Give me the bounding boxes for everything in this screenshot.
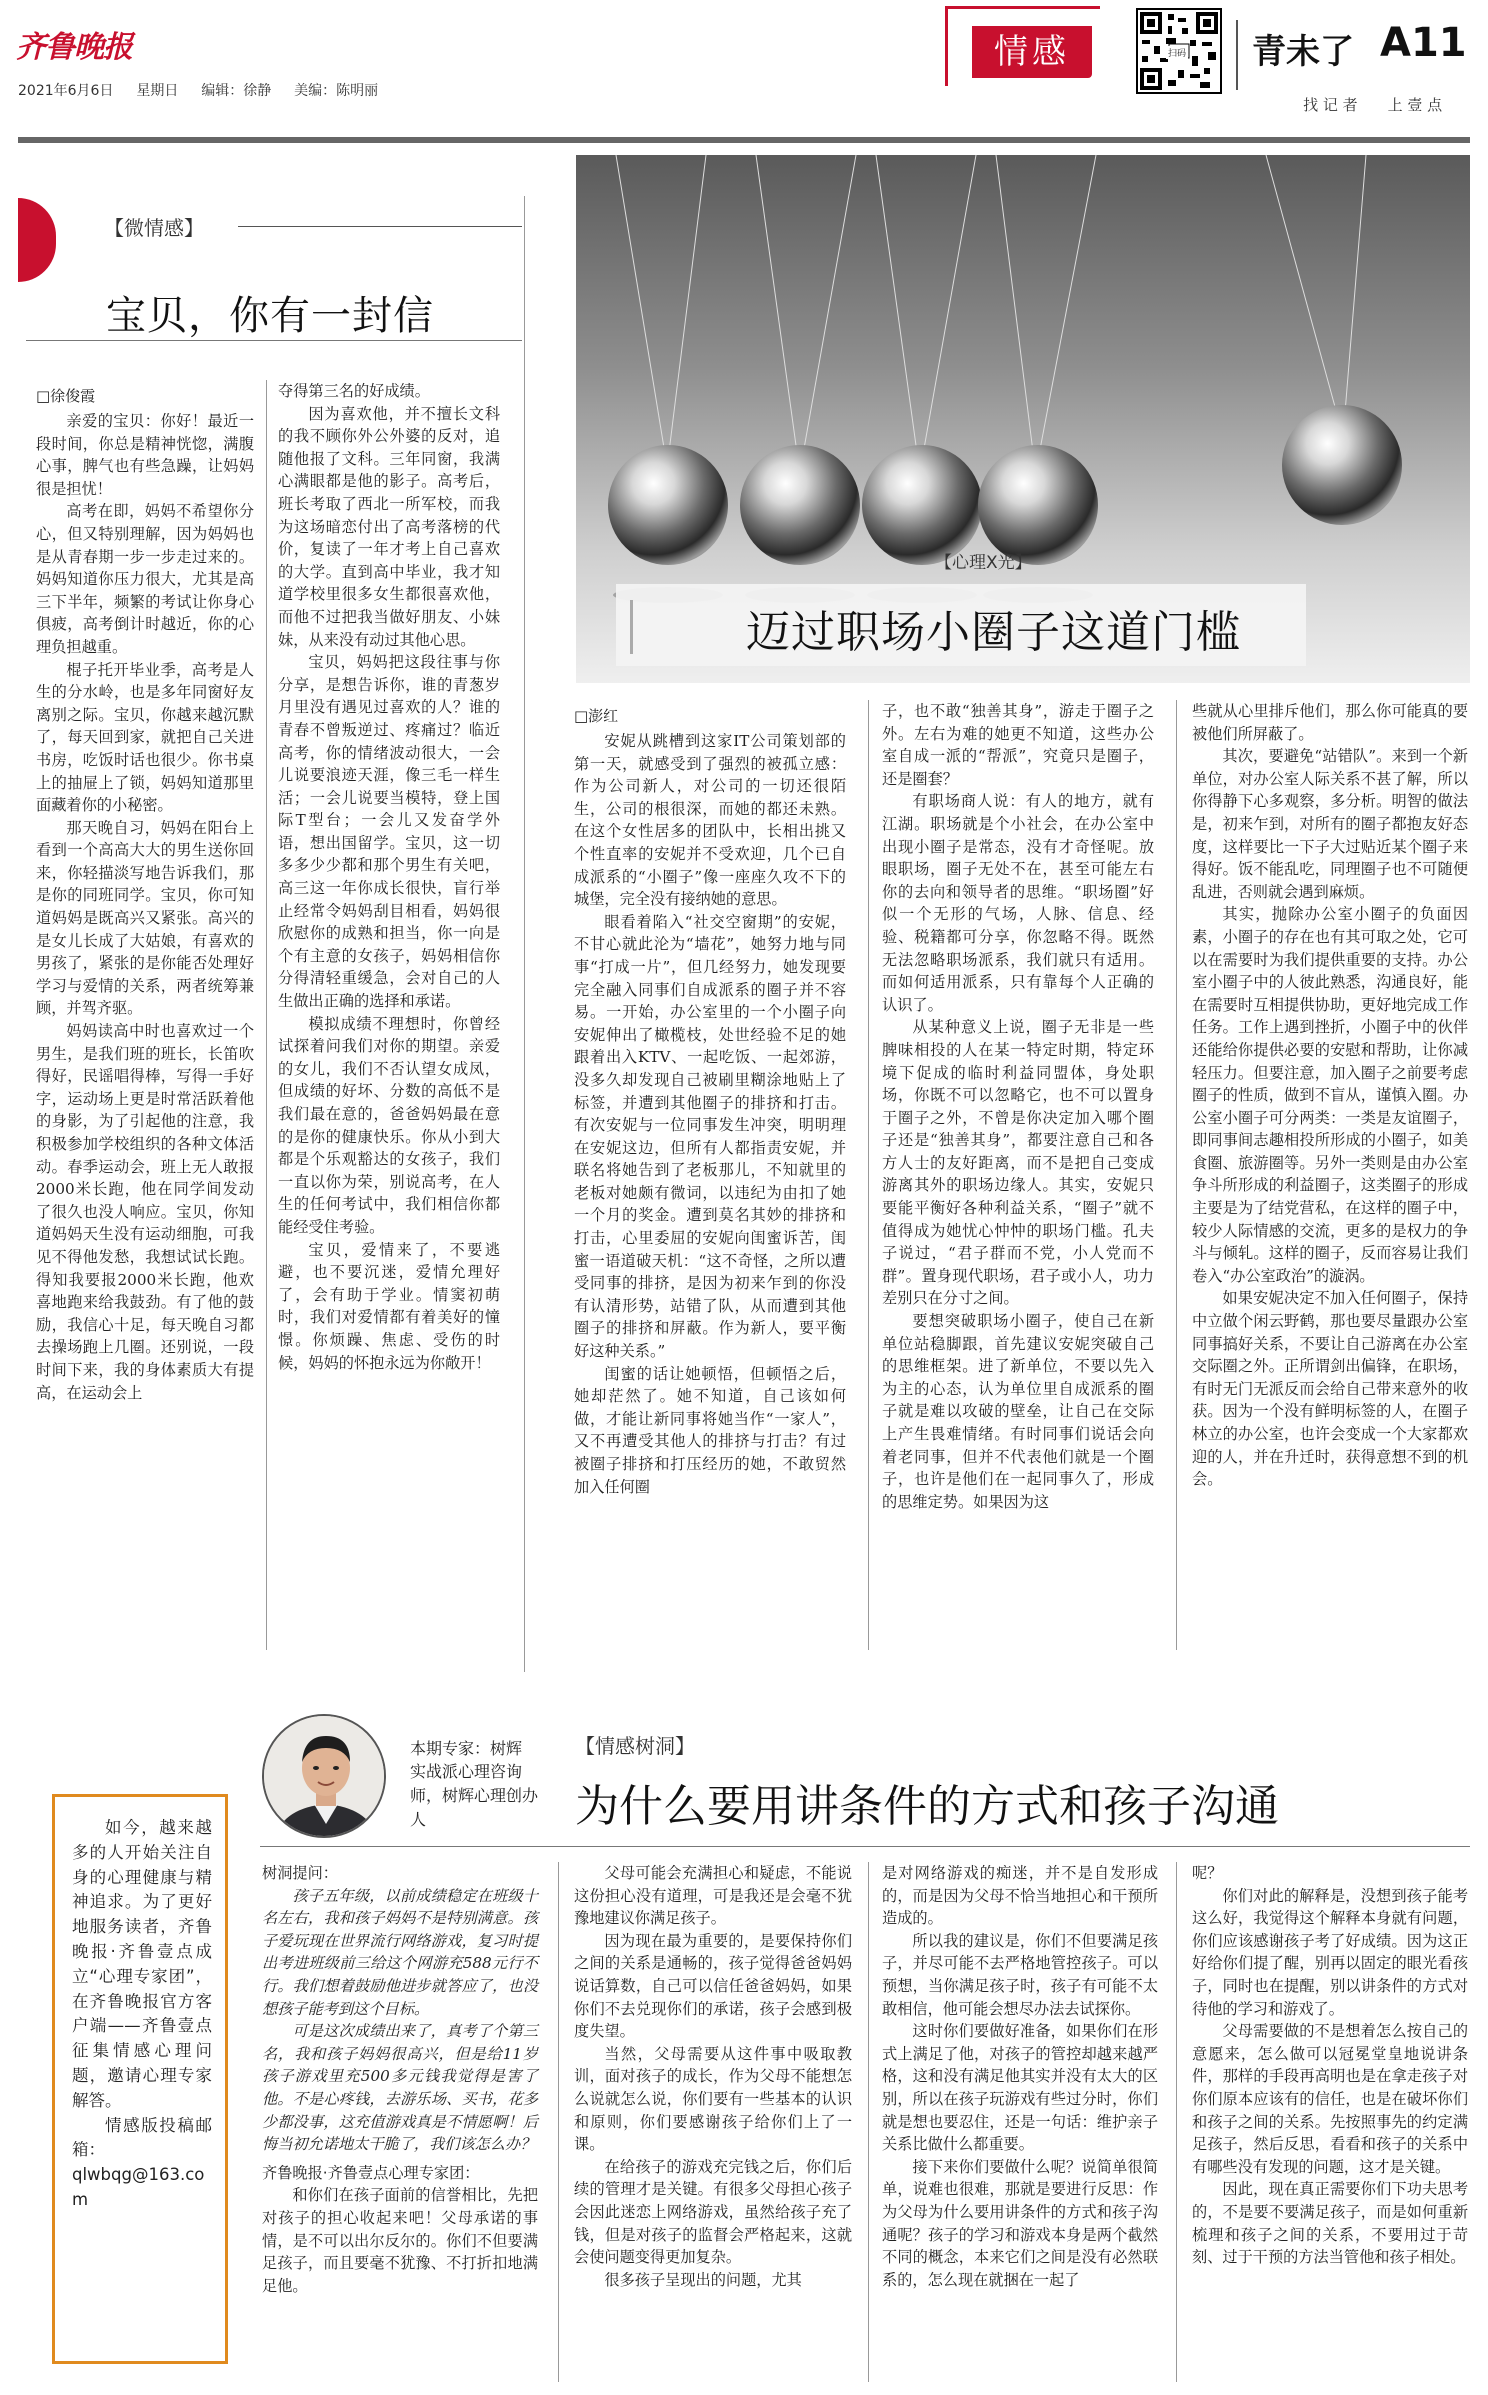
article2-column-1 [574, 730, 846, 1660]
paragraph: 是对网络游戏的痴迷，并不是自发形成的，而是因为父母不恰当地担心和干预所造成的。 [882, 1864, 1158, 1928]
paragraph: 子，也不敢“独善其身”，游走于圈子之外。左右为难的她更不知道，这些办公室自成一派的“帮派”，究竟只是圈子，还是圈套？ [882, 702, 1154, 788]
article1-title-line [26, 340, 522, 341]
issue-designer: 美编：陈明丽 [294, 83, 379, 99]
article1-title: 宝贝，你有一封信 [106, 293, 434, 339]
section-label-text: 情感 [994, 32, 1070, 72]
paragraph: 些就从心里排斥他们，那么你可能真的要被他们所屏蔽了。 [1192, 702, 1468, 743]
column-intro-text: 如今，越来越多的人开始关注自身的心理健康与精神追求。为了更好地服务读者，齐鲁晚报·齐鲁壹点成立“心理专家团”，在齐鲁晚报官方客户端——齐鲁壹点征集情感心理问题，邀请心理专家解答。 情感版投稿邮箱： qlwbqg@163.com [72, 1816, 212, 2213]
column-divider [558, 1862, 559, 2382]
paragraph: 闺蜜的话让她顿悟，但顿悟之后，她却茫然了。她不知道，自己该如何做，才能让新同事将她当作“一家人”，又不再遭受其他人的排挤与打击？有过被圈子排挤和打压经历的她，不敢贸然加入任何圈 [574, 1364, 846, 1496]
paragraph: 和你们在孩子面前的信誉相比，先把对孩子的担心收起来吧！父母承诺的事情，是不可以出尔反尔的。你们不但要满足孩子，而且要毫不犹豫、不打折扣地满足他。 [262, 2186, 538, 2295]
column-name: 青未了 [1252, 32, 1354, 72]
paragraph: 其次，要避免“站错队”。来到一个新单位，对办公室人际关系不甚了解，所以你得静下心多观察，多分析。明智的做法是，初来乍到，对所有的圈子都抱友好态度，这样要比一下子大过贴近某个圈子来得好。饭不能乱吃，同理圈子也不可随便乱进，否则就会遇到麻烦。 [1192, 747, 1468, 901]
paragraph: 呢？ [1192, 1864, 1223, 1882]
paragraph: 要想突破职场小圈子，使自己在新单位站稳脚跟，首先建议安妮突破自己的思维框架。进了新单位，不要以先入为主的心态，认为单位里自成派系的圈子就是难以攻破的壁垒，让自己在交际上产生畏难情绪。有时同事们说话会向着老同事，但并不代表他们就是一个圈子，也许是他们在一起同事久了，形成的思维定势。如果因为这 [882, 1312, 1154, 1511]
article1-column-2 [278, 380, 500, 1660]
paragraph: 这时你们要做好准备，如果你们在形式上满足了他，对孩子的管控却越来越严格，这和没有满足他其实并没有太大的区别，所以在孩子玩游戏有些过分时，你们就是想也要忍住，还是一句话：维护亲子关系比做什么都重要。 [882, 2022, 1158, 2154]
masthead [0, 0, 1488, 140]
article2-column-2 [882, 700, 1154, 1660]
article3-column-1 [574, 1862, 852, 2382]
column-divider [1176, 1862, 1177, 2382]
column-divider [868, 700, 869, 1650]
paragraph: 宝贝，爱情来了，不要逃避，也不要沉迷，爱情允理好了，会有助于学业。情窦初萌时，我们对爱情都有着美好的憧憬。你烦躁、焦虑、受伤的时候，妈妈的怀抱永远为你敞开！ [278, 1240, 500, 1372]
paragraph: 因为喜欢他，并不擅长文科的我不顾你外公外婆的反对，追随他报了文科。三年同窗，我满心满眼都是他的影子。高考后，班长考取了西北一所军校，而我为这场暗恋付出了高考落榜的代价，复读了一年才考上自己喜欢的大学。直到高中毕业，我才知道学校里很多女生都很喜欢他，而他不过把我当做好朋友、小妹妹，从来没有动过其他心思。 [278, 404, 500, 649]
question-text: 可是这次成绩出来了，真考了个第三名，我和孩子妈妈很高兴，但是给11岁孩子游戏里充500多元钱我觉得是害了他。不是心疼钱，去游乐场、买书，花多少都没事，这充值游戏真是不情愿啊！后悔当初允诺地太干脆了，我们该怎么办？ [262, 2022, 538, 2154]
masthead-divider [1236, 20, 1238, 90]
newspaper-logo [16, 22, 136, 68]
contact-label: 情感版投稿邮箱： [72, 2115, 212, 2160]
contact-email[interactable]: qlwbqg@163.com [72, 2165, 205, 2209]
article1-tag: 【微情感】 [104, 216, 204, 240]
article1-column-1 [36, 410, 254, 1660]
section-label [972, 26, 1092, 78]
paragraph: 因为现在最为重要的，是要保持你们之间的关系是通畅的，孩子觉得爸爸妈妈说话算数，自己可以信任爸爸妈妈，如果你们不去兑现你们的承诺，孩子会感到极度失望。 [574, 1931, 852, 2041]
paragraph: 那天晚自习，妈妈在阳台上看到一个高高大大的男生送你回来，你轻描淡写地告诉我们，那是你的同班同学。宝贝，你可知道妈妈是既高兴又紧张。高兴的是女儿长成了大姑娘，有喜欢的男孩了，紧张的是你能否处理好学习与爱情的关系，两者统筹兼顾，并驾齐驱。 [36, 818, 254, 1018]
article2-title: 迈过职场小圈子这道门槛 [746, 607, 1241, 658]
article2-tag: 【心理X光】 [935, 553, 1032, 573]
expert-avatar [262, 1714, 386, 1838]
article3-tag: 【情感树洞】 [575, 1734, 695, 1758]
paragraph: 当然，父母需要从这件事中吸取教训，面对孩子的成长，作为父母不能想怎么说就怎么说，你们要有一些基本的认识和原则，你们要感谢孩子给你们上了一课。 [574, 2044, 852, 2154]
article2-author: □澎红 [574, 707, 619, 725]
article3-title: 为什么要用讲条件的方式和孩子沟通 [575, 1781, 1279, 1832]
paragraph: 眼看着陷入“社交空窗期”的安妮，不甘心就此沦为“墙花”，她努力地与同事“打成一片”，但几经努力，她发现要完全融入同事们自成派系的圈子并不容易。一开始，办公室里的一个小圈子向安妮伸出了橄榄枝，处世经验不足的她跟着出入KTV、一起吃饭、一起郊游，没多久却发现自己被刷里糊涂地贴上了标签，并遭到其他圈子的排挤和打击。有次安妮与一位同事发生冲突，明明理在安妮这边，但所有人都指责安妮，并联名将她告到了老板那儿，不知就里的老板对她颇有微词，以违纪为由扣了她一个月的奖金。遭到莫名其妙的排挤和打击，心里委屈的安妮向闺蜜诉苦，闺蜜一语道破天机：“这不奇怪，之所以遭受同事的排挤，是因为初来乍到的你没有认清形势，站错了队，从而遭到其他圈子的排挤和屏蔽。作为新人，要平衡好这种关系。” [574, 912, 846, 1361]
page-number: A11 [1380, 20, 1467, 66]
article2-title-box-line [630, 600, 633, 654]
article-divider [524, 196, 525, 1672]
paragraph: 很多孩子呈现出的问题，尤其 [604, 2270, 802, 2289]
paragraph: 亲爱的宝贝：你好！最近一段时间，你总是精神恍惚，满腹心事，脾气也有些急躁，让妈妈很是担忧！ [36, 412, 254, 498]
column-divider [1176, 700, 1177, 1650]
article2-column-3 [1192, 700, 1468, 1660]
paragraph: 接下来你们要做什么呢？说简单很简单，说难也很难，那就是要进行反思：作为父母为什么要用讲条件的方式和孩子沟通呢？孩子的学习和游戏本身是两个截然不同的概念，本来它们之间是没有必然联系的，怎么现在就捆在一起了 [882, 2157, 1158, 2289]
column-divider [266, 380, 267, 1650]
expert-portrait-icon [264, 1716, 386, 1838]
paragraph: 宝贝，妈妈把这段往事与你分享，是想告诉你，谁的青葱岁月里没有遇见过喜欢的人？谁的青春不曾叛逆过、疼痛过？临近高考，你的情绪波动很大，一会儿说要浪迹天涯，像三毛一样生活；一会儿说要当模特，登上国际T型台；一会儿又发奋学外语，想出国留学。宝贝，这一切多多少少都和那个男生有关吧，高三这一年你成长很快，盲行举止经常令妈妈刮目相看，妈妈很欣慰你的成熟和担当，你一向是个有主意的女孩子，妈妈相信你分得清轻重缓急，会对自己的人生做出正确的选择和承诺。 [278, 653, 500, 1011]
issue-editor: 编辑：徐静 [201, 83, 272, 99]
paragraph: 棍子托开毕业季，高考是人生的分水岭，也是多年同窗好友离别之际。宝贝，你越来越沉默了，每天回到家，就把自己关进书房，吃饭时话也很少。你书桌上的抽屉上了锁，妈妈知道那里面藏着你的小秘密。 [36, 660, 254, 815]
expert-desc: 实战派心理咨询师，树辉心理创办人 [410, 1762, 539, 1829]
paragraph: 如果安妮决定不加入任何圈子，保持中立做个闲云野鹤，那也要尽量跟办公室同事搞好关系，不要让自己游离在办公室交际圈之外。正所谓剑出偏锋，在职场，有时无门无派反而会给自己带来意外的收获。因为一个没有鲜明标签的人，在圈子林立的办公室，也许会变成一个大家都欢迎的人，并在升迁时，获得意想不到的机会。 [1192, 1289, 1468, 1489]
paragraph: 从某种意义上说，圈子无非是一些脾味相投的人在某一特定时期，特定环境下促成的临时利益同盟体，身处职场，你既不可以忽略它，也不可以置身于圈子之外，不曾是你决定加入哪个圈子还是“独善其身”，都要注意自己和各方人士的友好距离，而不是把自己变成游离其外的职场边缘人。其实，安妮只要能平衡好各种利益关系，“圈子”就不值得成为她忧心忡忡的职场门槛。孔夫子说过，“君子群而不党，小人党而不群”。置身现代职场，君子或小人，功力差别只在分寸之间。 [882, 1018, 1154, 1308]
issue-weekday: 星期日 [136, 83, 179, 99]
paragraph: 你们对此的解释是，没想到孩子能考这么好，我觉得这个解释本身就有问题，你们应该感谢孩子考了好成绩。因为这正好给你们提了醒，别再以固定的眼光看孩子，同时也在提醒，别以讲条件的方式对待他的学习和游戏了。 [1192, 1886, 1468, 2018]
article1-tag-line [238, 226, 522, 227]
paragraph: 因此，现在真正需要你们下功夫思考的，不是要不要满足孩子，而是如何重新梳理和孩子之间的关系，不要用过于苛刻、过于干预的方法当管他和孩子相处。 [1192, 2180, 1468, 2267]
expert-label: 本期专家：树辉 [410, 1739, 523, 1758]
article3-column-3 [1192, 1862, 1468, 2382]
qr-label: 扫码 [1166, 46, 1188, 59]
paragraph: 在给孩子的游戏充完钱之后，你们后续的管理才是关键。有很多父母担心孩子会因此迷恋上网络游戏，虽然给孩子充了钱，但是对孩子的监督会严格起来，这就会使问题变得更加复杂。 [574, 2157, 852, 2267]
question-text: 孩子五年级，以前成绩稳定在班级十名左右，我和孩子妈妈不是特别满意。孩子爱玩现在世界流行网络游戏，复习时提出考进班级前三给这个网游充588元行不行。我们想着鼓励他进步就答应了，也没想孩子能考到这个目标。 [262, 1886, 538, 2018]
logo-text: 齐鲁晚报 [16, 30, 132, 65]
paragraph: 安妮从跳槽到这家IT公司策划部的第一天，就感受到了强烈的被孤立感：作为公司新人，对公司的一切还很陌生，公司的根很深，而她的都还未熟。在这个女性居多的团队中，长相出挑又个性直率的安妮并不受欢迎，几个已自成派系的“小圈子”像一座座久攻不下的城堡，完全没有接纳她的意思。 [574, 732, 846, 909]
article3-question-column [262, 1862, 538, 2382]
answer-label: 齐鲁晚报·齐鲁壹点心理专家团： [262, 2163, 480, 2182]
issue-info [18, 80, 378, 100]
paragraph: 其实，抛除办公室小圈子的负面因素，小圈子的存在也有其可取之处，它可以在需要时为我们提供重要的支持。办公室小圈子中的人彼此熟悉，沟通良好，能在需要时互相提供协助，更好地完成工作任务。工作上遇到挫折，小圈子中的伙伴还能给你提供必要的安慰和帮助，让你减轻压力。但要注意，加入圈子之前要考虑圈子的性质，做到不盲从，谨慎入圈。办公室小圈子可分两类：一类是友谊圈子，即同事间志趣相投所形成的小圈子，如美食圈、旅游圈等。另外一类则是由办公室争斗所形成的利益圈子，这类圈子的形成主要是为了结党营私，在这样的圈子中，较少人际情感的交流，更多的是权力的争斗与倾轧。这样的圈子，反而容易让我们卷入“办公室政治”的漩涡。 [1192, 905, 1468, 1285]
issue-date: 2021年6月6日 [18, 83, 114, 99]
article3-title-line [260, 1846, 1470, 1847]
column-divider [868, 1862, 869, 2382]
paragraph: 夺得第三名的好成绩。 [278, 382, 430, 400]
paragraph: 妈妈读高中时也喜欢过一个男生，是我们班的班长，长笛吹得好，民谣唱得棒，写得一手好字，运动场上更是时常活跃着他的身影，为了引起他的注意，我积极参加学校组织的各种文体活动。春季运动会，班上无人敢报2000米长跑，他在同学间发动了很久也没人响应。宝贝，你知道妈妈天生没有运动细胞，可我见不得他发愁，我想试试长跑。得知我要报2000米长跑，他欢喜地跑来给我鼓劲。有了他的鼓励，我信心十足，每天晚自习都去操场跑上几圈。还别说，一段时间下来，我的身体素质大有提高，在运动会上 [36, 1022, 254, 1402]
article1-tag-arc [18, 198, 56, 282]
paragraph: 模拟成绩不理想时，你曾经试探着问我们对你的期望。亲爱的女儿，我们不否认望女成凤，但成绩的好坏、分数的高低不是我们最在意的，爸爸妈妈最在意的是你的健康快乐。你从小到大都是个乐观豁达的女孩子，我们一直以你为荣，别说高考，在人生的任何考试中，我们相信你都能经受住考验。 [278, 1014, 500, 1236]
question-label: 树洞提问： [262, 1864, 338, 1882]
paragraph: 父母可能会充满担心和疑虑，不能说这份担心没有道理，可是我还是会毫不犹豫地建议你满足孩子。 [574, 1864, 852, 1928]
article1-author: □徐俊霞 [36, 387, 96, 405]
paragraph: 所以我的建议是，你们不但要满足孩子，并尽可能不去严格地管控孩子。可以预想，当你满足孩子时，孩子有可能不太敢相信，他可能会想尽办法去试探你。 [882, 1931, 1158, 2018]
masthead-rule [18, 137, 1470, 143]
paragraph: 高考在即，妈妈不希望你分心，但又特别理解，因为妈妈也是从青春期一步一步走过来的。妈妈知道你压力很大，尤其是高三下半年，频繁的考试让你身心俱疲，高考倒计时越近，你的心理负担越重。 [36, 502, 254, 656]
article3-column-2 [882, 1862, 1158, 2382]
paragraph: 父母需要做的不是想着怎么按自己的意愿来，怎么做可以冠冕堂皇地说讲条件，那样的手段再高明也是在拿走孩子对你们原本应该有的信任，也是在破坏你们和孩子之间的关系。先按照事先的约定满足孩子，然后反思，看看和孩子的关系中有哪些没有发现的问题，这才是关键。 [1192, 2022, 1468, 2176]
paragraph: 有职场商人说：有人的地方，就有江湖。职场就是个小社会，在办公室中出现小圈子是常态，没有才奇怪呢。放眼职场，圈子无处不在，甚至可能左右你的去向和领导者的思维。“职场圈”好似一个无形的气场，人脉、信息、经验、税籍都可分享，你忽略不得。既然无法忽略职场派系，我们就只有适用。而如何适用派系，只有靠每个人正确的认识了。 [882, 792, 1154, 1014]
slogan: 找 记 者 上 壹 点 [1303, 96, 1443, 114]
